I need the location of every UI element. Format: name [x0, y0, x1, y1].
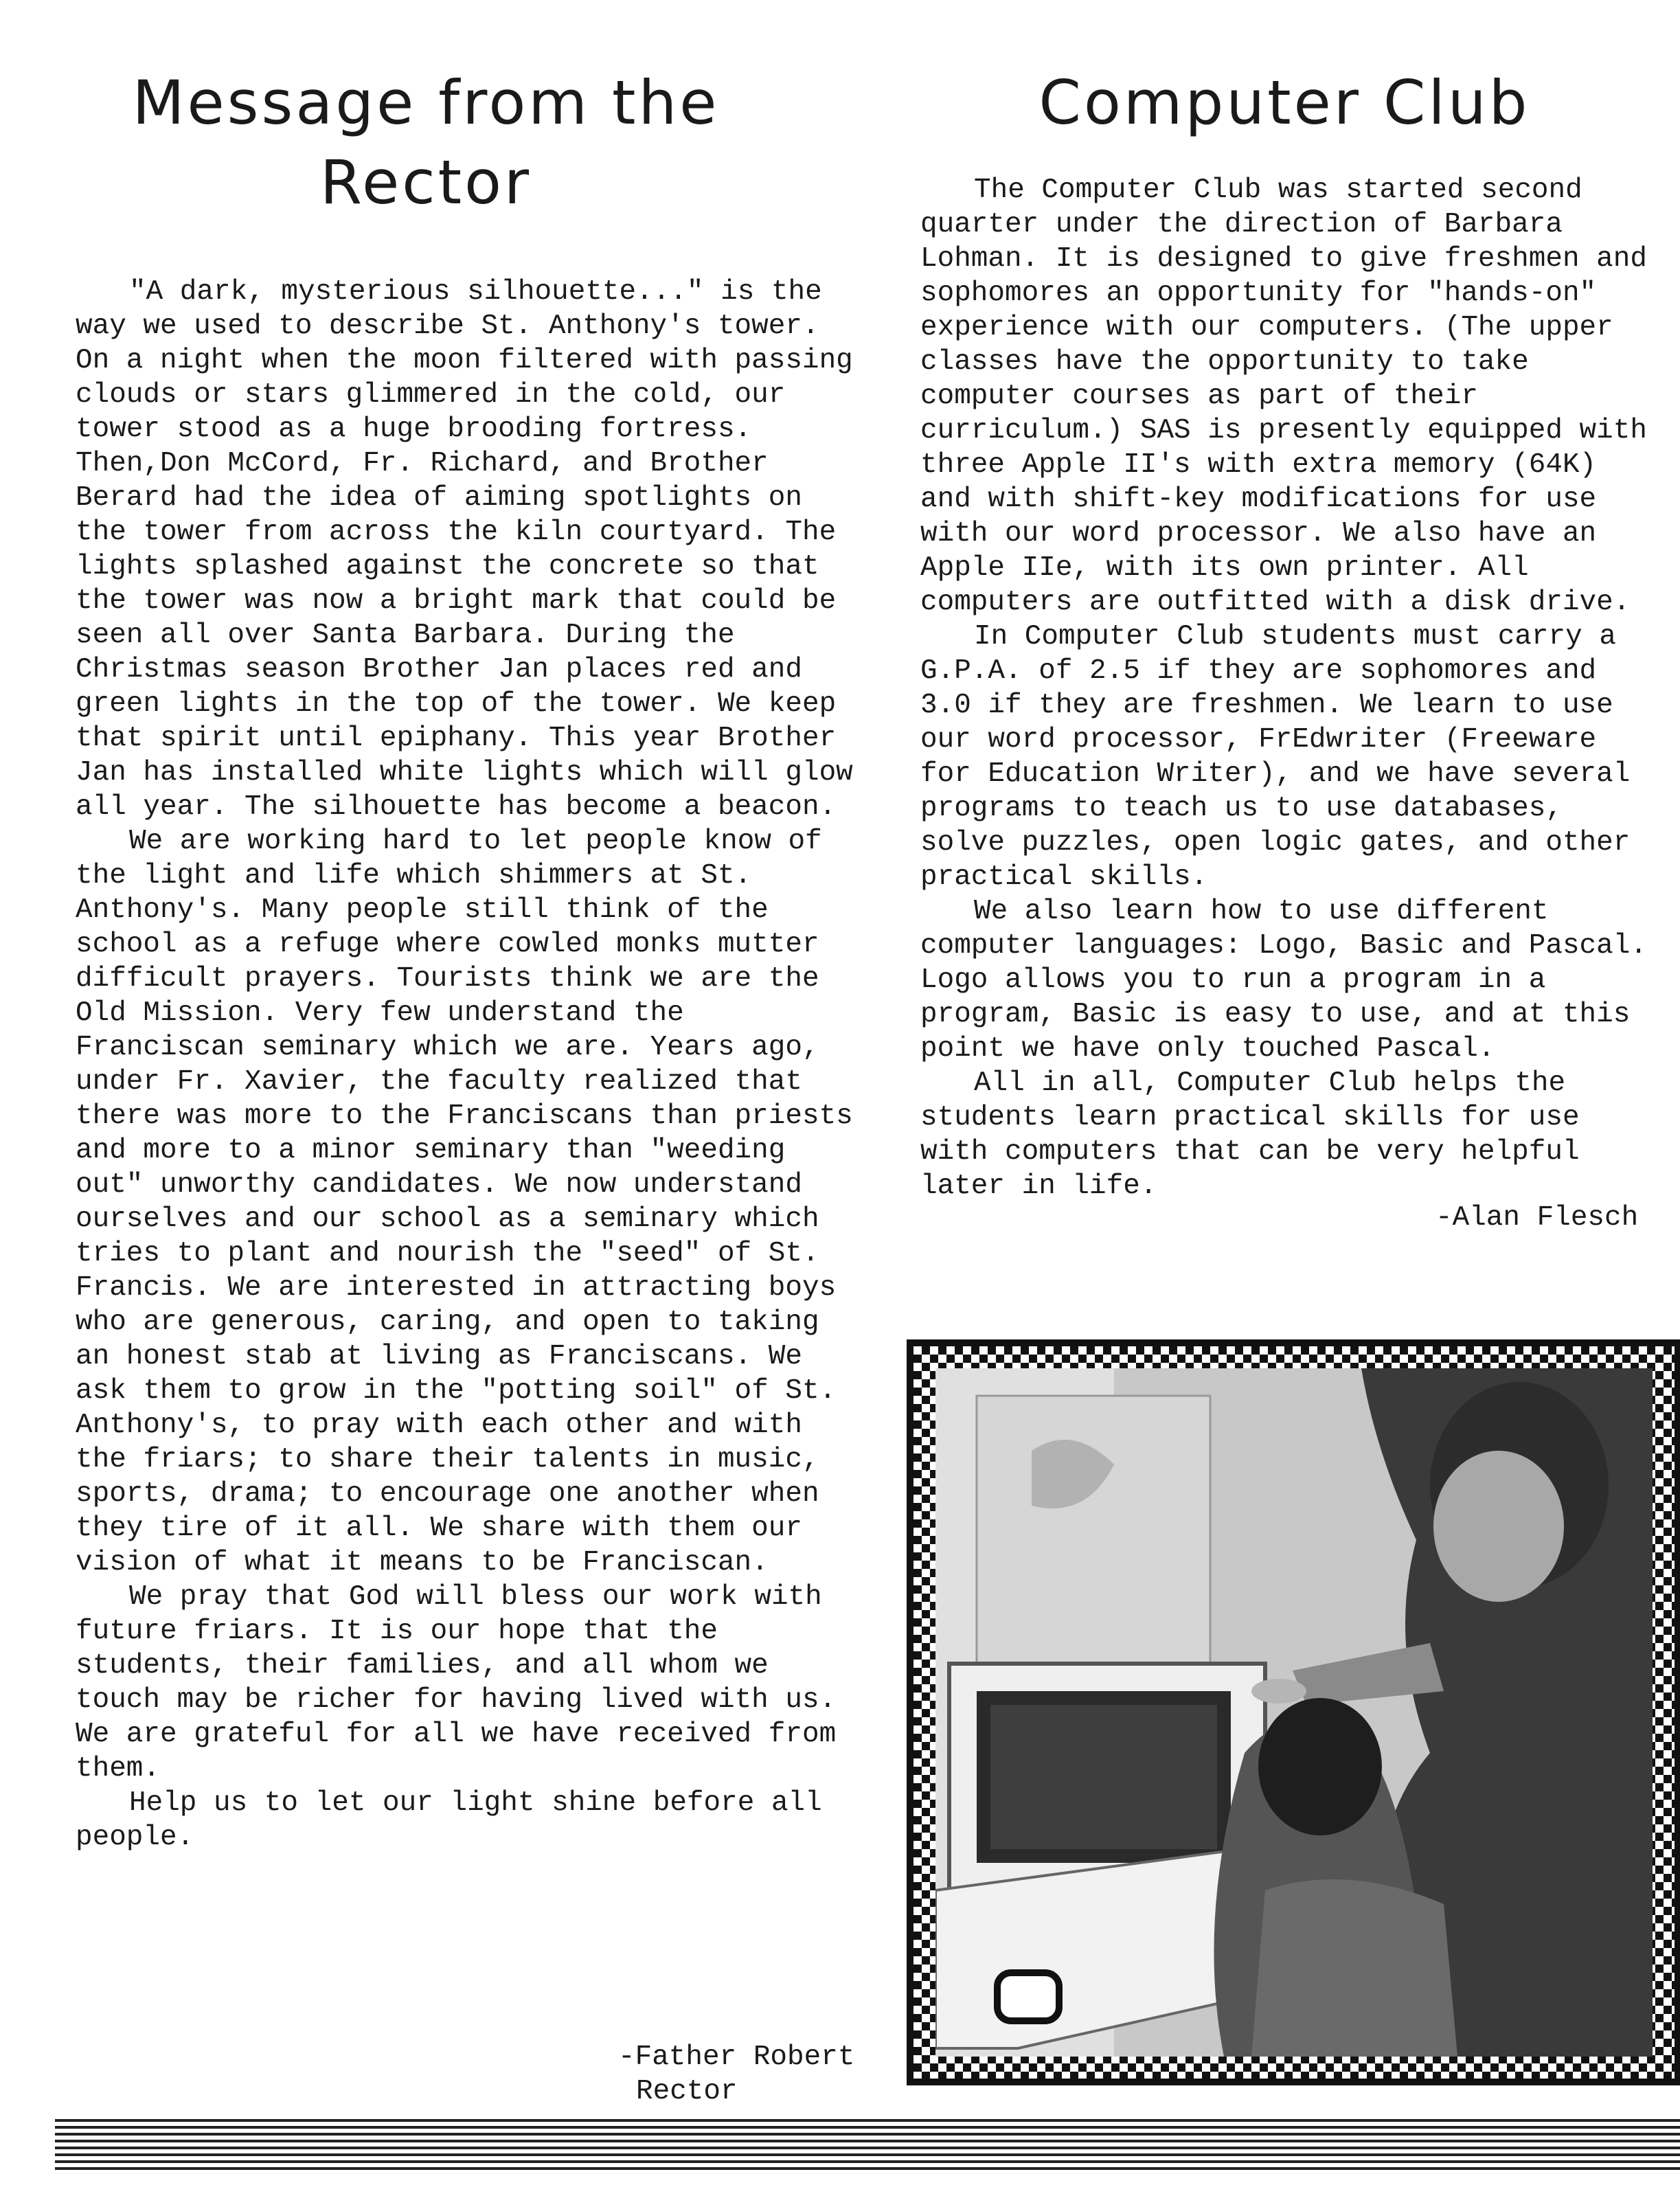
computer-club-signature: -Alan Flesch [1435, 1202, 1639, 1234]
club-paragraph: In Computer Club students must carry a G.P.A. of 2.5 if they are sophomores and 3.0 if they are freshmen. We learn to use our word processor, FrEdwriter (Freeware for Education Writer), and we have several programs to teach us to use databases, solve puzzles, open logic gates, and other practical skills. [920, 621, 1631, 893]
computer-club-photo [935, 1368, 1653, 2057]
rector-paragraph: "A dark, mysterious silhouette..." is the way we used to describe St. Anthony's tower. On a night when the moon filtered with passing clouds or stars glimmered in the cold, our tower stood as a huge brooding fortress. Then,Don McCord, Fr. Richard, and Brother Berard had the idea of aiming spotlights on the tower from across the kiln courtyard. The lights splashed against the concrete so that the tower was now a bright mark that could be seen all over Santa Barbara. During the Christmas season Brother Jan places red and green lights in the top of the tower. We keep that spirit until epiphany. This year Brother Jan has installed white lights which will glow all year. The silhouette has become a beacon. [76, 276, 853, 823]
rector-paragraph: We are working hard to let people know of the light and life which shimmers at St. Anthony's. Many people still think of the school as a refuge where cowled monks mutter difficult prayers. Tourists think we are the Old Mission. Very few understand the Franciscan seminary which we are. Years ago, under Fr. Xavier, the faculty realized that there was more to the Franciscans than priests and more to a minor seminary than "weeding out" unworthy candidates. We now understand ourselves and our school as a seminary which tries to plant and nourish the "seed" of St. Francis. We are interested in attracting boys who are generous, caring, and open to taking an honest stab at living as Franciscans. We ask them to grow in the "potting soil" of St. Anthony's, to pray with each other and with the friars; to share their talents in music, sports, drama; to encourage one another when they tire of it all. We share with them our vision of what it means to be Franciscan. [76, 826, 853, 1578]
rector-signature-name: -Father Robert [618, 2041, 855, 2073]
photo-checkered-frame [907, 1339, 1680, 2085]
club-paragraph: The Computer Club was started second quarter under the direction of Barbara Lohman. It is designed to give freshmen and sophomores an opportunity for "hands-on" experience with our computers. (The upper classes have the opportunity to take computer courses as part of their curriculum.) SAS is presently equipped with three Apple II's with extra memory (64K) and with shift-key modifications for use with our word processor. We also have an Apple IIe, with its own printer. All computers are outfitted with a disk drive. [920, 174, 1647, 618]
computer-club-article-body [920, 173, 1648, 1203]
rector-paragraph: We pray that God will bless our work with future friars. It is our hope that the students, their families, and all whom we touch may be richer for having lived with us. We are grateful for all we have received from them. [76, 1581, 837, 1785]
bottom-rule-divider [55, 2119, 1680, 2174]
rector-signature [618, 2040, 854, 2109]
club-paragraph: We also learn how to use different computer languages: Logo, Basic and Pascal. Logo allows you to run a program in a program, Basic is easy to use, and at this point we have only touched Pascal. [920, 896, 1647, 1065]
rector-article-body [76, 275, 865, 1855]
computer-club-heading: Computer Club [1038, 67, 1530, 138]
club-paragraph: All in all, Computer Club helps the students learn practical skills for use with computers that can be very helpful later in life. [920, 1067, 1580, 1202]
rector-heading-line1: Message from the [132, 67, 720, 138]
rector-signature-title: Rector [636, 2076, 738, 2107]
rector-heading [27, 63, 824, 223]
rector-paragraph: Help us to let our light shine before all people. [76, 1787, 822, 1853]
rector-heading-line2: Rector [319, 147, 532, 218]
students-at-computer-illustration [935, 1368, 1653, 2057]
